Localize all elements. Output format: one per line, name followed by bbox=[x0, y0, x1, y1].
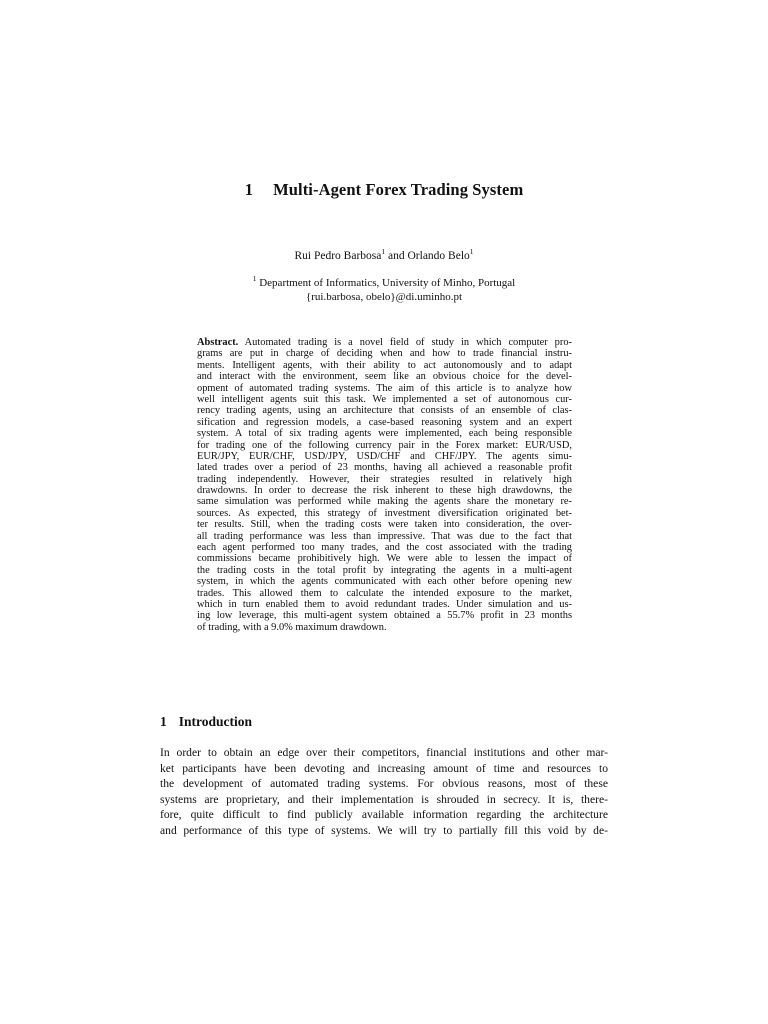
abstract-line: rency trading agents, using an architecture that consists of an ensemble of clas- bbox=[197, 405, 572, 417]
body-line: systems are proprietary, and their implementation is shrouded in secrecy. It is, there- bbox=[160, 792, 608, 806]
abstract-line: system, in which the agents communicated with each other before opening new bbox=[197, 576, 572, 588]
abstract-label: Abstract. bbox=[197, 337, 239, 348]
affiliation-block bbox=[0, 276, 768, 304]
abstract-line: well intelligent agents suit this task. We implemented a set of autonomous cur- bbox=[197, 393, 572, 405]
abstract-line: opment of automated trading systems. The aim of this article is to analyze how bbox=[197, 382, 572, 394]
abstract-line: all trading performance was less than impressive. That was due to the fact that bbox=[197, 530, 572, 542]
abstract-line: lated trades over a period of 23 months, having all achieved a reasonable profit bbox=[197, 462, 572, 474]
abstract-line: sources. As expected, this strategy of investment diversification originated bet- bbox=[197, 507, 572, 519]
abstract-line: ments. Intelligent agents, with their ability to act autonomously and to adapt bbox=[197, 359, 572, 371]
abstract-line: each agent performed too many trades, and the cost associated with the trading bbox=[197, 542, 572, 554]
author-name: Orlando Belo bbox=[407, 250, 470, 262]
author-affil-marker: 1 bbox=[381, 247, 386, 256]
title-text: Multi-Agent Forex Trading System bbox=[273, 180, 524, 199]
section-number: 1 bbox=[160, 714, 167, 729]
author-line bbox=[0, 247, 768, 262]
affiliation-department: Department of Informatics, University of Minho, Portugal bbox=[256, 277, 516, 289]
section-title: Introduction bbox=[178, 714, 253, 729]
abstract-line: system. A total of six trading agents were implemented, each being responsible bbox=[197, 428, 572, 440]
affiliation-line bbox=[0, 276, 768, 290]
body-line: and performance of this type of systems. We will try to partially fill this void by de- bbox=[160, 823, 608, 837]
abstract-line-text: Automated trading is a novel field of study in which computer pro- bbox=[238, 337, 572, 348]
abstract-line: ing low leverage, this multi-agent system obtained a 55.7% profit in 23 months bbox=[197, 610, 572, 622]
abstract-line: of trading, with a 9.0% maximum drawdown. bbox=[197, 621, 387, 633]
abstract bbox=[197, 337, 572, 633]
abstract-line: ter results. Still, when the trading costs were taken into consideration, the over- bbox=[197, 519, 572, 531]
abstract-line: grams are put in charge of deciding when and how to trade financial instru- bbox=[197, 348, 572, 360]
introduction-body bbox=[160, 745, 608, 839]
body-line: ket participants have been devoting and increasing amount of time and resources to bbox=[160, 761, 608, 775]
abstract-line: for trading one of the following currency pair in the Forex market: EUR/USD, bbox=[197, 439, 572, 451]
abstract-line: commissions became prohibitively high. We were able to lessen the impact of bbox=[197, 553, 572, 565]
author-affil-marker: 1 bbox=[469, 247, 474, 256]
author-conjunction: and bbox=[385, 250, 408, 262]
title-number: 1 bbox=[244, 180, 254, 199]
abstract-line: EUR/JPY, EUR/CHF, USD/JPY, USD/CHF and CHF/JPY. The agents simu- bbox=[197, 450, 572, 462]
abstract-line bbox=[197, 337, 572, 348]
abstract-line: trading independently. However, their strategies resulted in relatively high bbox=[197, 473, 572, 485]
body-line: fore, quite difficult to find publicly available information regarding the architecture bbox=[160, 808, 608, 822]
abstract-line: the trading costs in the total profit by integrating the agents in a multi-agent bbox=[197, 564, 572, 576]
section-heading bbox=[160, 714, 252, 730]
author-emails: {rui.barbosa, obelo}@di.uminho.pt bbox=[305, 291, 463, 303]
paper-title bbox=[0, 180, 768, 200]
body-line: In order to obtain an edge over their competitors, financial institutions and other mar- bbox=[160, 746, 608, 759]
abstract-line: trades. This allowed them to calculate the intended exposure to the market, bbox=[197, 587, 572, 599]
affiliation-marker: 1 bbox=[252, 274, 257, 283]
abstract-line: sification and regression models, a case-based reasoning system and an expert bbox=[197, 416, 572, 428]
body-line: the development of automated trading systems. For obvious reasons, most of these bbox=[160, 777, 608, 791]
author-name: Rui Pedro Barbosa bbox=[294, 250, 382, 262]
abstract-line: and interact with the environment, seem like an obvious choice for the devel- bbox=[197, 371, 572, 383]
abstract-line: which in turn enabled them to avoid redundant trades. Under simulation and us- bbox=[197, 598, 572, 610]
abstract-line: drawdowns. In order to decrease the risk inherent to these high drawdowns, the bbox=[197, 485, 572, 497]
abstract-line: same simulation was performed while making the agents share the monetary re- bbox=[197, 496, 572, 508]
